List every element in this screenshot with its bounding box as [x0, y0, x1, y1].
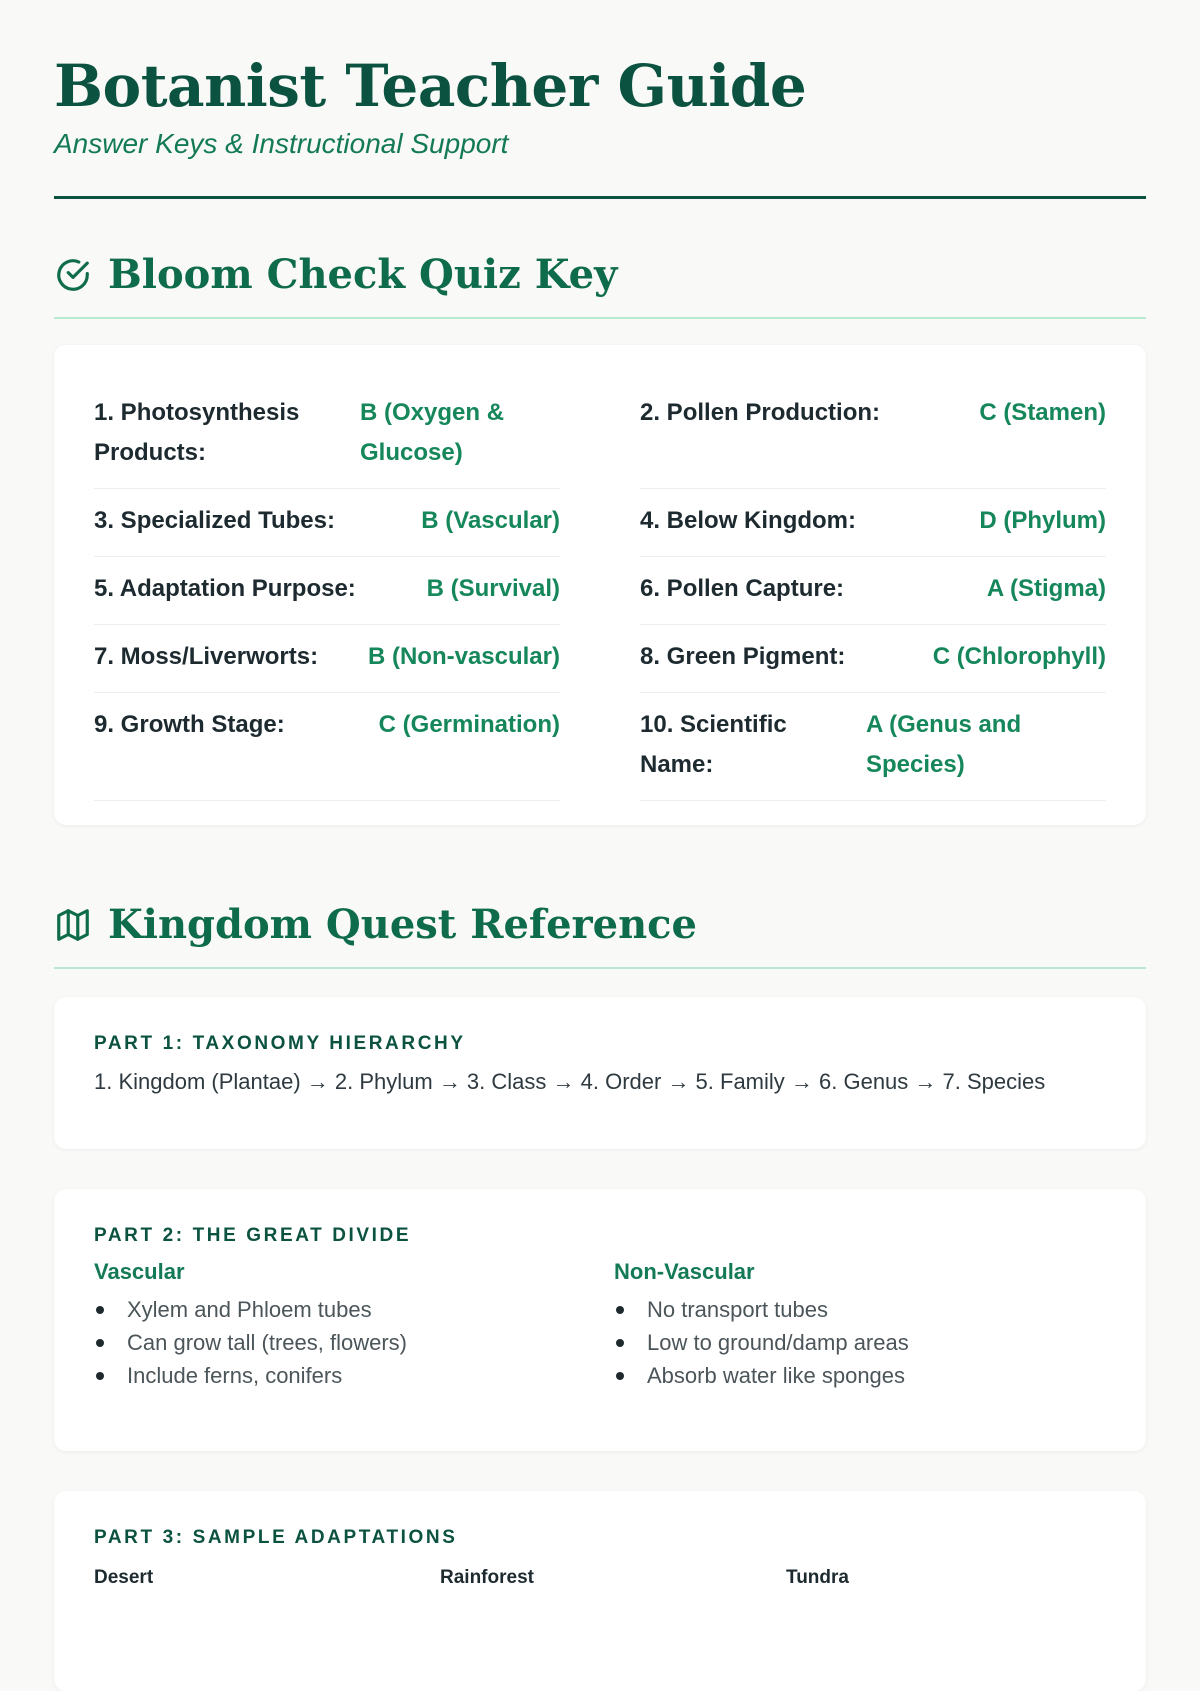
quiz-question: 9. Growth Stage:	[94, 711, 285, 738]
list-item: Absorb water like sponges	[614, 1359, 1134, 1392]
quiz-question: 2. Pollen Production:	[640, 399, 881, 426]
quiz-section-title: Bloom Check Quiz Key	[108, 251, 618, 298]
adaptation-heading: Rainforest	[440, 1567, 534, 1588]
quiz-answer: C (Chlorophyll)	[932, 643, 1106, 670]
quiz-answer: A (Stigma)	[986, 575, 1106, 602]
vascular-column	[94, 1259, 614, 1392]
quiz-question: 10. Scientific Name:	[640, 711, 787, 778]
column-heading: Non-Vascular	[614, 1259, 755, 1284]
quiz-item	[94, 625, 560, 693]
adaptations-card	[54, 1491, 1146, 1691]
great-divide-card	[54, 1189, 1146, 1451]
check-circle-icon	[54, 256, 92, 294]
header	[54, 0, 1146, 199]
kingdom-section-title: Kingdom Quest Reference	[108, 901, 697, 948]
adaptation-heading: Desert	[94, 1567, 154, 1588]
list-item: No transport tubes	[614, 1293, 1134, 1326]
divide-columns	[94, 1259, 1106, 1392]
page-subtitle: Answer Keys & Instructional Support	[54, 128, 509, 159]
quiz-answer: C (Germination)	[378, 711, 560, 738]
bullet-list	[94, 1293, 614, 1392]
quiz-grid	[94, 381, 1106, 801]
quiz-item	[94, 381, 560, 489]
column-heading: Vascular	[94, 1259, 185, 1284]
taxonomy-hierarchy-text: 1. Kingdom (Plantae) → 2. Phylum → 3. Class → 4. Order → 5. Family → 6. Genus → 7. Species	[94, 1069, 1046, 1094]
quiz-item	[94, 693, 560, 801]
list-item: Include ferns, conifers	[94, 1359, 614, 1392]
part-label: PART 2: THE GREAT DIVIDE	[94, 1225, 412, 1246]
part-label: PART 1: TAXONOMY HIERARCHY	[94, 1033, 466, 1054]
adaptation-heading: Tundra	[786, 1567, 849, 1588]
quiz-item	[640, 557, 1106, 625]
taxonomy-card	[54, 997, 1146, 1149]
adaptations-columns	[94, 1567, 1106, 1589]
quiz-answer: C (Stamen)	[979, 399, 1106, 426]
quiz-item	[640, 489, 1106, 557]
header-divider	[54, 196, 1146, 199]
quiz-question: 1. Photosynthesis Products:	[94, 399, 300, 466]
quiz-answer: A (Genus and Species)	[866, 711, 1022, 778]
quiz-question: 6. Pollen Capture:	[640, 575, 845, 602]
quiz-question: 5. Adaptation Purpose:	[94, 575, 356, 602]
quiz-question: 4. Below Kingdom:	[640, 507, 856, 534]
kingdom-section-header	[54, 899, 1146, 951]
quiz-item	[94, 557, 560, 625]
map-icon	[54, 906, 92, 944]
quiz-key-card	[54, 345, 1146, 825]
kingdom-section-divider	[54, 967, 1146, 969]
quiz-item	[94, 489, 560, 557]
quiz-section-header	[54, 249, 1146, 301]
nonvascular-column	[614, 1259, 1134, 1392]
quiz-section-divider	[54, 317, 1146, 319]
quiz-question: 7. Moss/Liverworts:	[94, 643, 319, 670]
quiz-item	[640, 693, 1106, 801]
list-item: Can grow tall (trees, flowers)	[94, 1326, 614, 1359]
quiz-answer: B (Non-vascular)	[367, 643, 560, 670]
quiz-answer: D (Phylum)	[979, 507, 1106, 534]
list-item: Xylem and Phloem tubes	[94, 1293, 614, 1326]
quiz-answer: B (Vascular)	[421, 507, 560, 534]
quiz-question: 3. Specialized Tubes:	[94, 507, 335, 534]
part-label: PART 3: SAMPLE ADAPTATIONS	[94, 1527, 458, 1548]
bullet-list	[614, 1293, 1134, 1392]
quiz-answer: B (Survival)	[426, 575, 560, 602]
quiz-question: 8. Green Pigment:	[640, 643, 846, 670]
quiz-item	[640, 625, 1106, 693]
list-item: Low to ground/damp areas	[614, 1326, 1134, 1359]
quiz-answer: B (Oxygen & Glucose)	[360, 399, 505, 466]
page-title: Botanist Teacher Guide	[54, 52, 807, 120]
quiz-item	[640, 381, 1106, 489]
